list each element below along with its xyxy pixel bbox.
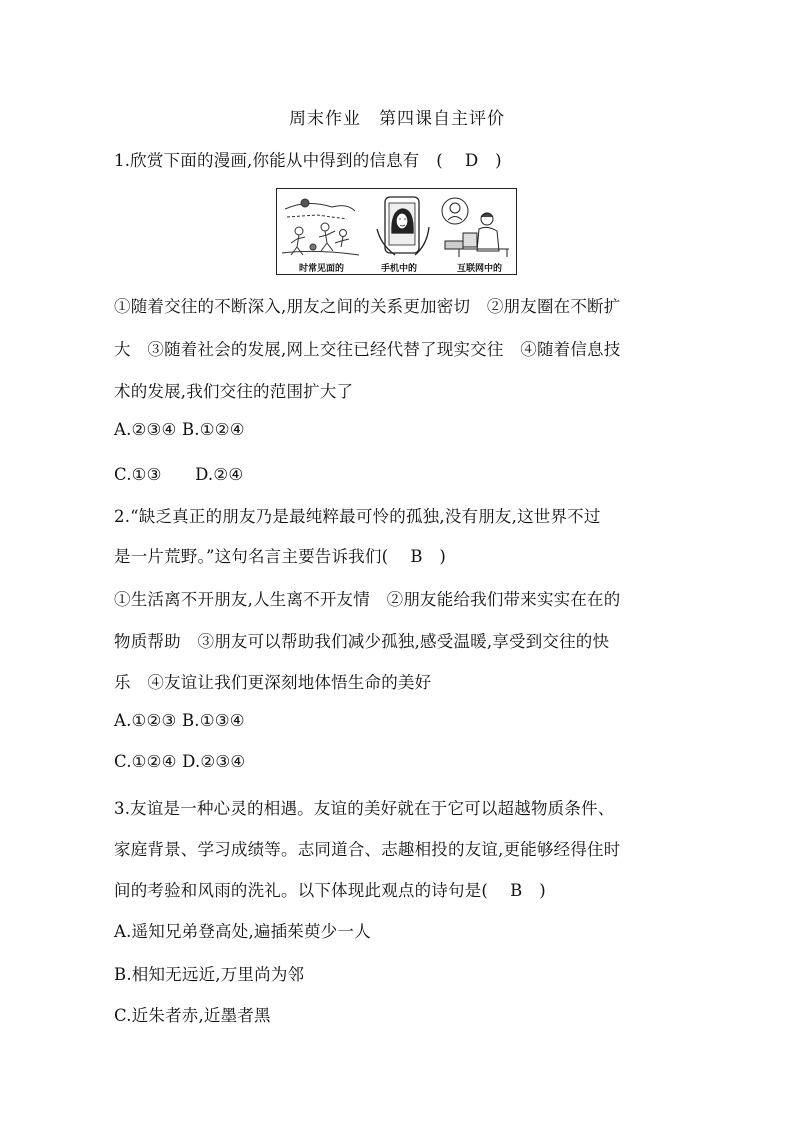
q2-statement-line: 乐 ④友谊让我们更深刻地体悟生命的美好 <box>114 673 432 692</box>
q3-option-b: B.相知无远近,万里尚为邻 <box>114 965 305 984</box>
caption-internet: 互联网中的 <box>457 264 503 274</box>
page-title: 周末作业 第四课自主评价 <box>289 109 505 129</box>
q2-statement-line: ①生活离不开朋友,人生离不开友情 ②朋友能给我们带来实实在在的 <box>114 590 621 609</box>
panel-meeting <box>282 199 359 255</box>
q1-options-line: C.①③ D.②④ <box>114 465 244 484</box>
comic-figure <box>276 188 517 275</box>
q2-stem-line: 2.“缺乏真正的朋友乃是最纯粹最可怜的孤独,没有朋友,这世界不过 <box>114 507 601 526</box>
q2-stem-line: 是一片荒野。”这句名言主要告诉我们( B ) <box>114 547 447 566</box>
q1-options-line: A.②③④ B.①②④ <box>114 420 245 439</box>
q1-statement-line: ①随着交往的不断深入,朋友之间的关系更加密切 ②朋友圈在不断扩 <box>114 297 621 316</box>
q3-stem-line: 间的考验和风雨的洗礼。以下体现此观点的诗句是( B ) <box>114 881 546 900</box>
q2-options-line: C.①②④ D.②③④ <box>114 752 246 771</box>
q1-statement-line: 大 ③随着社会的发展,网上交往已经代替了现实交往 ④随着信息技 <box>114 340 621 359</box>
q1-statement-line: 术的发展,我们交往的范围扩大了 <box>114 382 354 401</box>
q1-stem: 1.欣赏下面的漫画,你能从中得到的信息有 ( D ) <box>114 151 502 170</box>
caption-meeting: 时常见面的 <box>299 264 345 274</box>
panel-phone <box>377 197 429 255</box>
q2-options-line: A.①②③ B.①③④ <box>114 711 245 730</box>
q2-statement-line: 物质帮助 ③朋友可以帮助我们减少孤独,感受温暖,享受到交往的快 <box>114 632 610 651</box>
panel-internet <box>442 198 509 257</box>
q3-option-c: C.近朱者赤,近墨者黑 <box>114 1006 271 1025</box>
q3-option-a: A.遥知兄弟登高处,遍插茱萸少一人 <box>114 922 371 941</box>
q3-stem-line: 家庭背景、学习成绩等。志同道合、志趣相投的友谊,更能够经得住时 <box>114 840 621 859</box>
q3-stem-line: 3.友谊是一种心灵的相遇。友谊的美好就在于它可以超越物质条件、 <box>114 799 615 818</box>
caption-phone: 手机中的 <box>381 264 418 274</box>
